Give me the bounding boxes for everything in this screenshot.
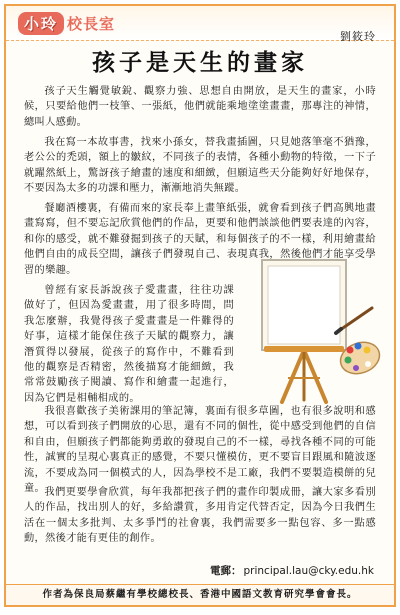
paragraph-1 xyxy=(24,84,376,130)
author-name: 劉筱玲 xyxy=(340,30,376,43)
paragraph-text: 孩子天生觸覺敏銳、觀察力強、思想自由開放，是天生的畫家，小時候，只要給他們一枝筆、一張紙，他們就能乘地塗塗畫畫，那專注的神情，總叫人感動。 xyxy=(24,86,376,128)
author-footer: 作者為保良局蔡繼有學校總校長、香港中國語文教育研究學會會長。 xyxy=(6,584,394,605)
paragraph-4 xyxy=(24,283,234,406)
email-link[interactable]: principal.lau@cky.edu.hk xyxy=(243,565,374,577)
article-title: 孩子是天生的畫家 xyxy=(92,50,308,76)
header-bar xyxy=(6,6,394,41)
paragraph-text: 餐廳酒樓裏，有備而來的家長奉上畫筆紙張，就會看到孩子們高興地畫畫寫寫，但不要忘記欣賞他們的作品，更要和他們談談他們要表達的內容，和你的感受，就不難發掘到孩子的天賦，和每個孩子的不一樣，利用繪畫給他們自由的成長空間，讓孩子們發現自己、表現真我，然後他們才能享受學習的樂趣。 xyxy=(24,203,376,276)
paragraph-5 xyxy=(24,404,376,496)
paragraph-text: 我在寫一本故事書，找來小孫女，替我畫插圖，只見她落筆毫不猶豫，老公公的禿頭，額上的皺紋，不同孩子的表情，各種小動物的特徵，一下子就躍然紙上，驚訝孩子繪畫的速度和細緻，但願這些天分能夠好好地保存，不要因為太多的功課和壓力，漸漸地消失無蹤。 xyxy=(24,137,376,195)
newspaper-column xyxy=(4,4,396,607)
contact-label: 電郵： xyxy=(210,565,242,577)
contact-email xyxy=(210,563,374,578)
column-name: 校長室 xyxy=(67,15,116,33)
paragraph-text: 曾經有家長訴說孩子愛畫畫，往往功課做好了，但因為愛畫畫，用了很多時間，問我怎麼辦，我覺得孩子愛畫畫是一件難得的好事，這樣才能保住孩子天賦的觀察力，讓潛質得以發展，從孩子的寫作中，不難看到他的觀察是否精密，然後描寫才能細緻，我常常鼓勵孩子閱讀、寫作和繪畫一起進行，因為它們是相輔相成的。 xyxy=(24,285,234,404)
column-badge xyxy=(18,12,115,35)
paragraph-2 xyxy=(24,135,376,197)
column-badge-pill: 小玲 xyxy=(18,12,64,35)
paragraph-text: 我們更要學會欣賞，每年我都把孩子們的畫作印製成冊，讓大家多看別人的作品，找出別人的好，多給讚賞，多用肯定代替否定，因為今日我們生活在一個太多批判、太多爭鬥的社會裏，我們需要多一點包容、多一點感動，然後才能有更佳的創作。 xyxy=(24,487,376,545)
easel-palette-brush-icon xyxy=(244,254,384,404)
paragraph-6 xyxy=(24,485,376,547)
paragraph-text: 我很喜歡孩子美術課用的筆記簿，裏面有很多草圖，也有很多說明和感想，可以看到孩子們開放的心思，還有不同的個性，從中感受到他們的自信和自由，但願孩子們都能夠勇敢的發現自己的不一樣，尋找各種不同的可能性，誠實的呈現心裏真正的感覺，不要只懂模仿，更不要盲目跟風和隨波逐流，不要成為同一個模式的人，因為學校不是工廠，我們不要製造模餅的兒童。 xyxy=(24,406,376,495)
